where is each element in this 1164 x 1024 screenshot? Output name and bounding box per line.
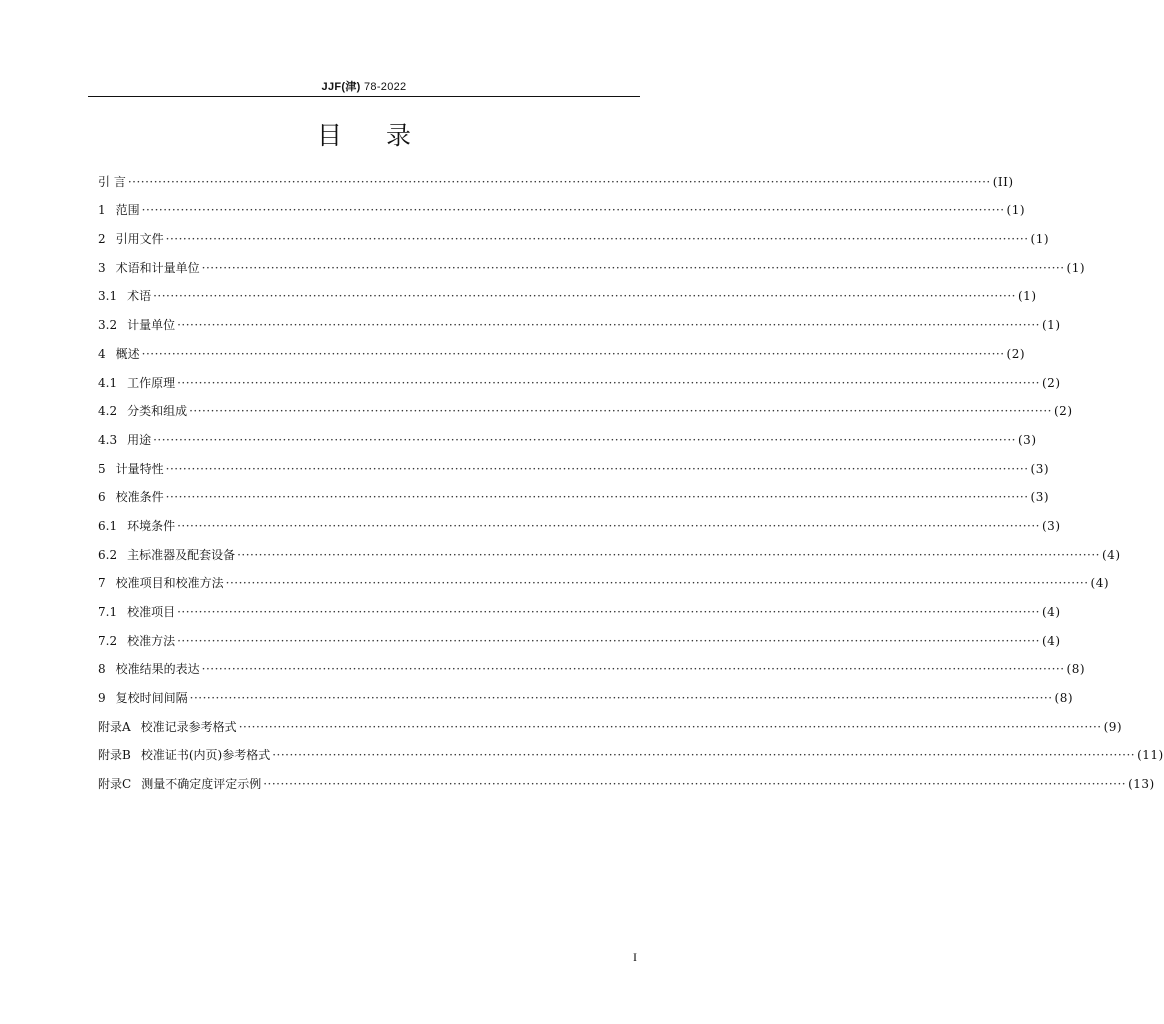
toc-entry-page: (11) — [1137, 748, 1164, 763]
toc-entry[interactable] — [98, 679, 1074, 708]
toc-entry[interactable] — [98, 249, 1086, 278]
toc-entry-title: 术语 — [127, 289, 152, 304]
toc-entry[interactable] — [98, 651, 1086, 680]
toc-entry-title: 校准结果的表达 — [115, 662, 200, 677]
toc-dot-leader: ········································································································································································································ — [141, 203, 1005, 218]
page-number: I — [633, 950, 637, 964]
toc-entry-number: 2 — [98, 232, 106, 247]
toc-dot-leader: ········································································································································································································ — [177, 633, 1040, 648]
toc-entry-page: (2) — [1006, 346, 1026, 361]
toc-entry[interactable] — [98, 306, 1061, 335]
toc-entry-title: 分类和组成 — [127, 404, 188, 419]
toc-entry[interactable] — [98, 450, 1050, 479]
toc-dot-leader: ········································································································································································································ — [201, 662, 1065, 677]
toc-entry[interactable] — [98, 708, 1123, 737]
toc-entry-title: 范围 — [115, 203, 140, 218]
toc-dot-leader: ········································································································································································································ — [177, 375, 1040, 390]
toc-dot-leader: ········································································································································································································ — [237, 547, 1100, 562]
toc-entry-number: 7 — [98, 576, 106, 591]
toc-entry[interactable] — [98, 536, 1121, 565]
toc-entry-number: 3.1 — [98, 289, 118, 304]
toc-dot-leader: ········································································································································································································ — [201, 260, 1065, 275]
standard-code: JJF(津) — [321, 81, 361, 93]
toc-entry-title: 概述 — [115, 346, 140, 361]
toc-entry-title: 工作原理 — [127, 375, 176, 390]
toc-entry[interactable] — [98, 593, 1061, 622]
toc-entry-title: 计量特性 — [115, 461, 164, 476]
toc-entry[interactable] — [98, 479, 1050, 508]
toc-entry-page: (4) — [1042, 633, 1061, 648]
toc-entry-title: 复校时间间隔 — [115, 691, 188, 706]
toc-entry-page: (2) — [1042, 375, 1061, 390]
toc-entry-page: (4) — [1042, 605, 1061, 619]
toc-entry-number: 4 — [98, 346, 106, 361]
toc-entry[interactable] — [98, 278, 1037, 307]
toc-entry-number: 附录A — [98, 719, 131, 734]
toc-dot-leader: ········································································································································································································ — [177, 605, 1040, 619]
page-header — [88, 78, 640, 94]
toc-entry[interactable] — [98, 220, 1050, 249]
toc-entry-title: 术语和计量单位 — [115, 260, 200, 275]
toc-entry[interactable] — [98, 163, 1014, 192]
toc-entry-title: 校准证书(内页)参考格式 — [140, 748, 271, 763]
toc-entry-title: 引用文件 — [115, 232, 164, 247]
toc-entry-title: 校准条件 — [115, 490, 164, 505]
toc-entry[interactable] — [98, 737, 1164, 766]
standard-number: 78-2022 — [363, 81, 407, 93]
toc-entry-page: (3) — [1030, 490, 1050, 505]
toc-entry-number: 4.3 — [98, 432, 118, 447]
toc-entry-page: (8) — [1054, 691, 1074, 706]
toc-entry-page: (1) — [1042, 318, 1061, 333]
toc-entry-page: (2) — [1054, 404, 1073, 419]
toc-entry-number: 3 — [98, 260, 106, 275]
toc-dot-leader: ········································································································································································································ — [165, 490, 1029, 505]
toc-entry[interactable] — [98, 393, 1073, 422]
toc-entry-number: 7.1 — [98, 605, 118, 619]
toc-entry-title: 测量不确定度评定示例 — [141, 777, 262, 792]
toc-dot-leader: ········································································································································································································ — [141, 346, 1005, 361]
toc-entry-page: (3) — [1018, 432, 1037, 447]
toc-entry[interactable] — [98, 622, 1061, 651]
toc-entry-number: 1 — [98, 203, 106, 218]
toc-entry-number: 附录C — [98, 777, 132, 792]
toc-entry-number: 8 — [98, 662, 106, 677]
toc-dot-leader: ········································································································································································································ — [153, 432, 1016, 447]
toc-entry-title: 校准方法 — [127, 633, 176, 648]
toc-entry-number: 6 — [98, 490, 106, 505]
toc-dot-leader: ········································································································································································································ — [165, 461, 1029, 476]
toc-entry-title: 用途 — [127, 432, 152, 447]
toc-dot-leader: ········································································································································································································ — [165, 232, 1029, 247]
toc-entry-number: 4.2 — [98, 404, 118, 419]
toc-entry-page: (II) — [992, 174, 1014, 189]
toc-entry-title: 引 言 — [98, 174, 126, 189]
toc-dot-leader: ········································································································································································································ — [189, 404, 1052, 419]
toc-entry-page: (1) — [1030, 232, 1050, 247]
toc-entry-number: 4.1 — [98, 375, 118, 390]
toc-entry-page: (4) — [1102, 547, 1121, 562]
table-of-contents — [98, 163, 1164, 794]
toc-entry-title: 校准项目 — [127, 605, 176, 619]
toc-entry-page: (1) — [1066, 260, 1086, 275]
toc-entry-page: (9) — [1103, 719, 1123, 734]
toc-entry-page: (3) — [1042, 518, 1061, 533]
toc-entry-number: 7.2 — [98, 633, 118, 648]
toc-entry[interactable] — [98, 565, 1110, 594]
toc-entry-page: (4) — [1090, 576, 1110, 591]
toc-dot-leader: ········································································································································································································ — [263, 777, 1127, 792]
toc-entry-title: 环境条件 — [127, 518, 176, 533]
toc-entry-number: 6.2 — [98, 547, 118, 562]
toc-dot-leader: ········································································································································································································ — [153, 289, 1016, 304]
page-title: 目录 — [316, 121, 455, 150]
toc-entry[interactable] — [98, 192, 1026, 221]
toc-entry-number: 3.2 — [98, 318, 118, 333]
toc-entry-page: (8) — [1066, 662, 1086, 677]
toc-entry-title: 计量单位 — [127, 318, 176, 333]
toc-dot-leader: ········································································································································································································ — [127, 174, 991, 189]
toc-entry-title: 校准记录参考格式 — [140, 719, 237, 734]
toc-entry-page: (3) — [1030, 461, 1050, 476]
toc-entry-page: (1) — [1018, 289, 1037, 304]
toc-dot-leader: ········································································································································································································ — [177, 318, 1040, 333]
toc-entry[interactable] — [98, 765, 1155, 794]
toc-dot-leader: ········································································································································································································ — [238, 719, 1102, 734]
toc-entry-number: 9 — [98, 691, 106, 706]
toc-entry-number: 附录B — [98, 748, 131, 763]
toc-entry[interactable] — [98, 507, 1061, 536]
toc-entry[interactable] — [98, 364, 1061, 393]
toc-dot-leader: ········································································································································································································ — [177, 518, 1040, 533]
toc-entry-title: 主标准器及配套设备 — [127, 547, 236, 562]
toc-dot-leader: ········································································································································································································ — [225, 576, 1089, 591]
header-rule — [88, 96, 640, 97]
toc-entry-title: 校准项目和校准方法 — [115, 576, 224, 591]
toc-entry-number: 6.1 — [98, 518, 118, 533]
toc-entry[interactable] — [98, 421, 1037, 450]
toc-entry-page: (13) — [1128, 777, 1155, 792]
toc-dot-leader: ········································································································································································································ — [272, 748, 1136, 763]
toc-dot-leader: ········································································································································································································ — [189, 691, 1053, 706]
toc-entry-page: (1) — [1006, 203, 1026, 218]
toc-entry-number: 5 — [98, 461, 106, 476]
toc-entry[interactable] — [98, 335, 1026, 364]
